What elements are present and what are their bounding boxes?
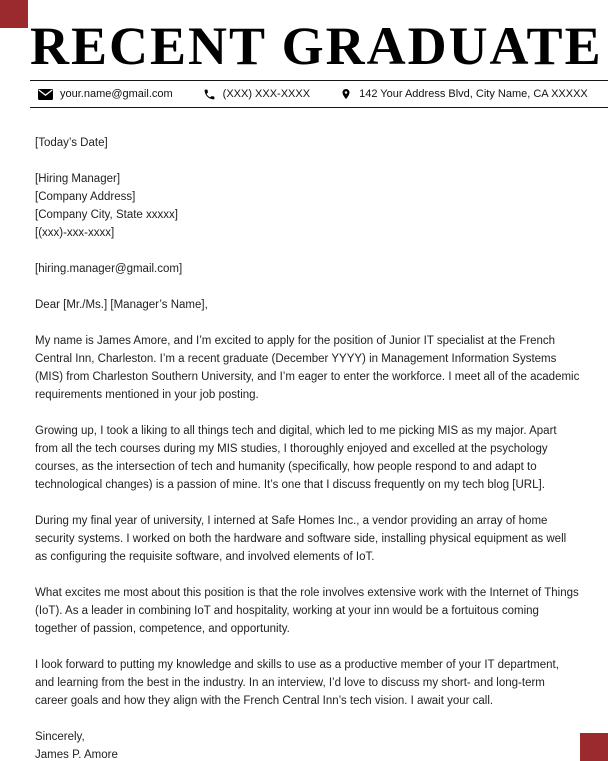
salutation: Dear [Mr./Ms.] [Manager’s Name], <box>35 299 208 311</box>
header-rule-bottom <box>30 107 608 108</box>
contact-address <box>340 87 588 101</box>
recipient-line: [Hiring Manager] <box>35 173 121 185</box>
page-title: RECENT GRADUATE <box>30 16 603 76</box>
accent-corner-bottom-right <box>580 733 608 761</box>
signature: James P. Amore <box>35 749 118 761</box>
contact-phone <box>203 88 310 101</box>
recipient-line: [(xxx)-xxx-xxxx] <box>35 227 115 239</box>
contact-address-text: 142 Your Address Blvd, City Name, CA XXXXX <box>359 88 588 100</box>
letter-date <box>35 134 580 152</box>
recipient-email: [hiring.manager@gmail.com] <box>35 263 183 275</box>
phone-icon <box>203 88 216 101</box>
letter-paragraph: My name is James Amore, and I’m excited to apply for the position of Junior IT specialist at the French Central Inn, Charleston. I’m a recent graduate (December YYYY) in Management Information Systems (MIS) from Charleston Southern University, and I’m eager to enter the workforce. I meet all of the academic requirements mentioned in your job posting. <box>35 335 580 401</box>
recipient-email-block <box>35 260 580 278</box>
recipient-line: [Company City, State xxxxx] <box>35 209 178 221</box>
contact-email <box>38 88 173 100</box>
accent-corner-top-left <box>0 0 28 28</box>
letter-paragraph: I look forward to putting my knowledge and skills to use as a productive member of your IT department, and learning from the best in the industry. In an interview, I’d love to discuss my short- and long-term career goals and how they align with the French Central Inn’s tech vision. I await your call. <box>35 659 559 707</box>
letter-body <box>35 134 580 761</box>
closing: Sincerely, <box>35 731 85 743</box>
location-pin-icon <box>340 87 352 101</box>
date-line: [Today’s Date] <box>35 137 108 149</box>
contact-bar <box>38 81 588 107</box>
recipient-line: [Company Address] <box>35 191 136 203</box>
email-icon <box>38 89 53 100</box>
salutation-block <box>35 296 580 314</box>
contact-phone-text: (XXX) XXX-XXXX <box>222 88 311 100</box>
contact-email-text: your.name@gmail.com <box>60 88 173 100</box>
recipient-block <box>35 170 580 242</box>
letter-paragraph: During my final year of university, I interned at Safe Homes Inc., a vendor providing an array of home security systems. I worked on both the hardware and software side, installing physical equipment as well as configuring the requisite software, and involved elements of IoT. <box>35 515 567 563</box>
letter-paragraph: Growing up, I took a liking to all things tech and digital, which led to me picking MIS as my major. Apart from all the tech courses during my MIS studies, I thoroughly enjoyed and excelled at the psychology courses, as the intersection of tech and humanity (specifically, how people respond to and adapt to technological changes) is a passion of mine. It’s one that I discuss frequently on my tech blog [URL]. <box>35 425 557 491</box>
closing-block <box>35 728 580 761</box>
letter-paragraph: What excites me most about this position is that the role involves extensive work with the Internet of Things (IoT). As a leader in combining IoT and hospitality, working at your inn would be a fortuitous coming together of passion, competence, and opportunity. <box>35 587 579 635</box>
